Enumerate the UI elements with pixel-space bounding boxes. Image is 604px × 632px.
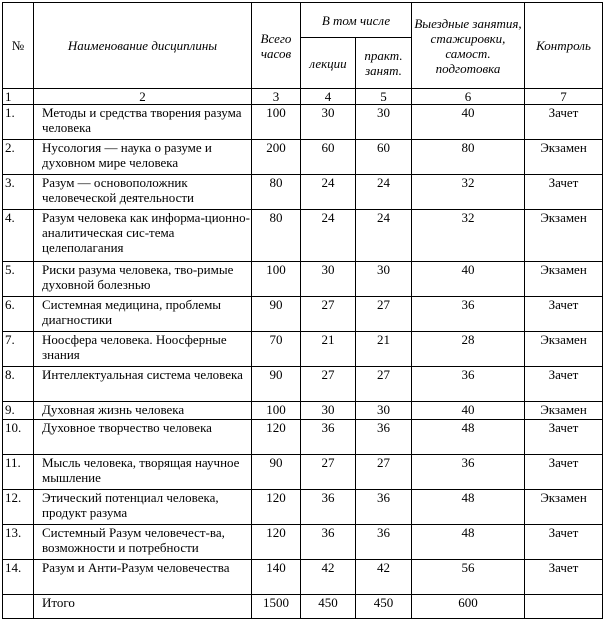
header-control: Контроль — [525, 3, 603, 89]
discipline-name: Риски разума человека, тво-римые духовной болезнью — [34, 262, 252, 297]
discipline-name: Системный Разум человечест-ва, возможности и потребности — [34, 525, 252, 560]
discipline-name: Системная медицина, проблемы диагностики — [34, 297, 252, 332]
row-number — [3, 595, 34, 619]
lecture-hours: 24 — [301, 210, 356, 262]
row-number: 11. — [3, 455, 34, 490]
total-hours: 120 — [252, 490, 301, 525]
field-hours: 40 — [412, 262, 525, 297]
control-type: Экзамен — [525, 402, 603, 420]
row-number: 6. — [3, 297, 34, 332]
practical-hours: 27 — [356, 367, 412, 402]
total-hours: 200 — [252, 140, 301, 175]
control-type: Зачет — [525, 525, 603, 560]
table-row — [3, 560, 603, 595]
discipline-name: Ноосфера человека. Ноосферные знания — [34, 332, 252, 367]
practical-hours: 30 — [356, 262, 412, 297]
total-hours: 120 — [252, 525, 301, 560]
lecture-hours: 30 — [301, 262, 356, 297]
field-hours: 32 — [412, 210, 525, 262]
lecture-hours: 30 — [301, 402, 356, 420]
control-type: Зачет — [525, 455, 603, 490]
lecture-hours: 36 — [301, 420, 356, 455]
row-number: 10. — [3, 420, 34, 455]
field-hours: 80 — [412, 140, 525, 175]
row-number: 12. — [3, 490, 34, 525]
column-number: 7 — [525, 89, 603, 105]
table-row — [3, 297, 603, 332]
table-row — [3, 402, 603, 420]
table-header — [3, 3, 603, 105]
field-hours: 36 — [412, 367, 525, 402]
control-type: Экзамен — [525, 332, 603, 367]
row-number: 9. — [3, 402, 34, 420]
table-row — [3, 105, 603, 140]
practical-hours: 21 — [356, 332, 412, 367]
table-row — [3, 420, 603, 455]
practical-hours-sum: 450 — [356, 595, 412, 619]
lecture-hours-sum: 450 — [301, 595, 356, 619]
total-hours: 140 — [252, 560, 301, 595]
control-type: Экзамен — [525, 210, 603, 262]
total-hours: 70 — [252, 332, 301, 367]
lecture-hours: 27 — [301, 297, 356, 332]
lecture-hours: 27 — [301, 367, 356, 402]
header-field-classes: Выездные занятия, стажировки, самост. подготовка — [412, 3, 525, 89]
total-hours-sum: 1500 — [252, 595, 301, 619]
practical-hours: 36 — [356, 420, 412, 455]
control-type: Зачет — [525, 420, 603, 455]
totals-row — [3, 595, 603, 619]
table-row — [3, 490, 603, 525]
table-body — [3, 105, 603, 619]
total-hours: 100 — [252, 402, 301, 420]
curriculum-table — [2, 2, 603, 619]
discipline-name: Этический потенциал человека, продукт разума — [34, 490, 252, 525]
field-hours: 40 — [412, 402, 525, 420]
column-number: 3 — [252, 89, 301, 105]
total-hours: 80 — [252, 175, 301, 210]
total-hours: 90 — [252, 297, 301, 332]
practical-hours: 27 — [356, 297, 412, 332]
control-type: Зачет — [525, 367, 603, 402]
discipline-name: Разум — основоположник человеческой деятельности — [34, 175, 252, 210]
lecture-hours: 30 — [301, 105, 356, 140]
field-hours: 36 — [412, 455, 525, 490]
practical-hours: 27 — [356, 455, 412, 490]
row-number: 5. — [3, 262, 34, 297]
practical-hours: 42 — [356, 560, 412, 595]
column-number-row — [3, 89, 603, 105]
column-number: 2 — [34, 89, 252, 105]
practical-hours: 60 — [356, 140, 412, 175]
lecture-hours: 60 — [301, 140, 356, 175]
discipline-name: Духовное творчество человека — [34, 420, 252, 455]
discipline-name: Методы и средства творения разума человека — [34, 105, 252, 140]
total-hours: 90 — [252, 455, 301, 490]
control-type: Экзамен — [525, 262, 603, 297]
field-hours: 48 — [412, 490, 525, 525]
discipline-name: Разум человека как информа-ционно-аналитическая сис-тема целеполагания — [34, 210, 252, 262]
control-type: Экзамен — [525, 490, 603, 525]
control-type: Зачет — [525, 175, 603, 210]
header-practical: практ. занят. — [356, 38, 412, 89]
row-number: 8. — [3, 367, 34, 402]
lecture-hours: 36 — [301, 525, 356, 560]
lecture-hours: 24 — [301, 175, 356, 210]
header-no: № — [3, 3, 34, 89]
practical-hours: 24 — [356, 175, 412, 210]
column-number: 1 — [3, 89, 34, 105]
header-total-hours: Всего часов — [252, 3, 301, 89]
discipline-name: Разум и Анти-Разум человечества — [34, 560, 252, 595]
total-hours: 90 — [252, 367, 301, 402]
field-hours: 56 — [412, 560, 525, 595]
row-number: 13. — [3, 525, 34, 560]
total-hours: 100 — [252, 262, 301, 297]
discipline-name: Духовная жизнь человека — [34, 402, 252, 420]
row-number: 7. — [3, 332, 34, 367]
table-row — [3, 332, 603, 367]
practical-hours: 30 — [356, 105, 412, 140]
field-hours: 48 — [412, 525, 525, 560]
table-row — [3, 367, 603, 402]
header-discipline-name: Наименование дисциплины — [34, 3, 252, 89]
control-type: Зачет — [525, 105, 603, 140]
field-hours: 28 — [412, 332, 525, 367]
discipline-name: Нусология — наука о разуме и духовном мире человека — [34, 140, 252, 175]
practical-hours: 36 — [356, 490, 412, 525]
row-number: 1. — [3, 105, 34, 140]
header-including: В том числе — [301, 3, 412, 38]
row-number: 14. — [3, 560, 34, 595]
control-type: Экзамен — [525, 140, 603, 175]
total-hours: 120 — [252, 420, 301, 455]
row-number: 3. — [3, 175, 34, 210]
column-number: 6 — [412, 89, 525, 105]
column-number: 4 — [301, 89, 356, 105]
lecture-hours: 42 — [301, 560, 356, 595]
table-row — [3, 455, 603, 490]
table-row — [3, 175, 603, 210]
field-hours: 40 — [412, 105, 525, 140]
lecture-hours: 27 — [301, 455, 356, 490]
column-number: 5 — [356, 89, 412, 105]
field-hours: 32 — [412, 175, 525, 210]
total-hours: 80 — [252, 210, 301, 262]
total-hours: 100 — [252, 105, 301, 140]
lecture-hours: 36 — [301, 490, 356, 525]
field-hours: 48 — [412, 420, 525, 455]
control-type: Зачет — [525, 560, 603, 595]
field-hours-sum: 600 — [412, 595, 525, 619]
totals-label: Итого — [34, 595, 252, 619]
control-type: Зачет — [525, 297, 603, 332]
header-lectures: лекции — [301, 38, 356, 89]
field-hours: 36 — [412, 297, 525, 332]
practical-hours: 36 — [356, 525, 412, 560]
row-number: 4. — [3, 210, 34, 262]
table-row — [3, 525, 603, 560]
table-row — [3, 210, 603, 262]
row-number: 2. — [3, 140, 34, 175]
discipline-name: Интеллектуальная система человека — [34, 367, 252, 402]
lecture-hours: 21 — [301, 332, 356, 367]
practical-hours: 24 — [356, 210, 412, 262]
table-row — [3, 262, 603, 297]
table-row — [3, 140, 603, 175]
practical-hours: 30 — [356, 402, 412, 420]
discipline-name: Мысль человека, творящая научное мышление — [34, 455, 252, 490]
control-sum — [525, 595, 603, 619]
